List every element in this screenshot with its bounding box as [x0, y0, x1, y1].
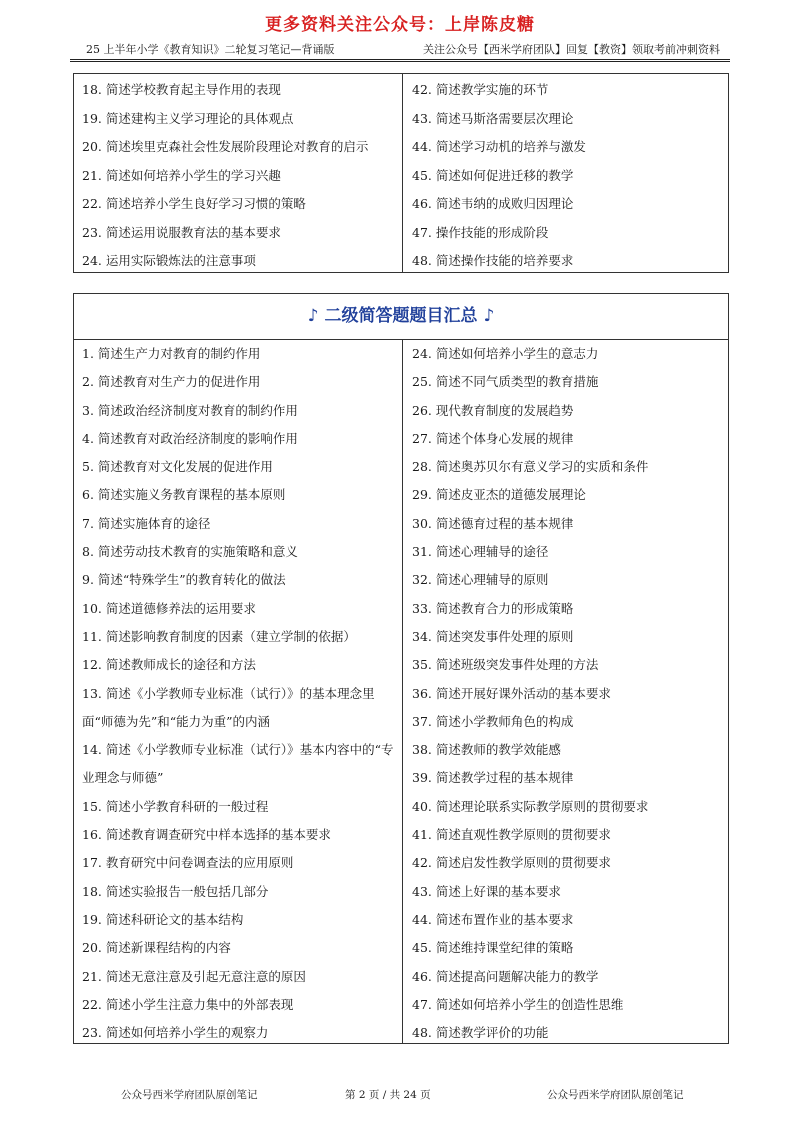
promo-banner: 更多资料关注公众号：上岸陈皮糖	[265, 15, 535, 35]
list-item: 45. 简述维持课堂纪律的策略	[412, 940, 574, 956]
level2-question-table	[73, 293, 729, 1044]
list-item: 2. 简述教育对生产力的促进作用	[82, 374, 261, 390]
list-item: 44. 简述布置作业的基本要求	[412, 911, 574, 927]
left-column	[82, 76, 400, 276]
list-item: 21. 简述如何培养小学生的学习兴趣	[82, 167, 281, 183]
section-title-text: 二级简答题题目汇总	[324, 306, 478, 326]
right-column	[412, 76, 724, 276]
header-rule-secondary	[70, 61, 730, 62]
list-item: 40. 简述理论联系实际教学原则的贯彻要求	[412, 798, 649, 814]
list-item: 23. 简述如何培养小学生的观察力	[82, 1025, 269, 1041]
list-item: 47. 操作技能的形成阶段	[412, 224, 549, 240]
list-item: 24. 简述如何培养小学生的意志力	[412, 346, 599, 361]
list-item: 18. 简述实验报告一般包括几部分	[82, 883, 269, 899]
list-item: 36. 简述开展好课外活动的基本要求	[412, 685, 611, 701]
section-title	[74, 294, 728, 340]
list-item: 7. 简述实施体育的途径	[82, 515, 211, 531]
question-table-continued	[73, 73, 729, 273]
list-item: 45. 简述如何促进迁移的教学	[412, 167, 574, 183]
list-item: 46. 简述韦纳的成败归因理论	[412, 196, 574, 211]
list-item: 16. 简述教育调查研究中样本选择的基本要求	[82, 827, 331, 843]
header-note: 关注公众号【西米学府团队】回复【教资】领取考前冲刺资料	[423, 43, 720, 56]
list-item: 43. 简述上好课的基本要求	[412, 883, 561, 899]
list-item: 24. 运用实际锻炼法的注意事项	[82, 253, 256, 268]
list-item: 8. 简述劳动技术教育的实施策略和意义	[82, 544, 298, 560]
list-item: 27. 简述个体身心发展的规律	[412, 430, 574, 446]
right-column	[412, 340, 724, 1047]
page-number: 第 2 页 / 共 24 页	[345, 1089, 431, 1101]
list-item: 32. 简述心理辅导的原则	[412, 572, 549, 588]
list-item: 34. 简述突发事件处理的原则	[412, 628, 574, 644]
list-item: 42. 简述启发性教学原则的贯彻要求	[412, 855, 611, 871]
list-item: 13. 简述《小学教师专业标准（试行）》的基本理念里面“师德为先”和“能力为重”的内涵	[82, 685, 375, 729]
list-item: 30. 简述德育过程的基本规律	[412, 515, 574, 531]
list-item: 48. 简述教学评价的功能	[412, 1025, 549, 1041]
footer-left-note: 公众号西米学府团队原创笔记	[121, 1089, 258, 1101]
list-item: 9. 简述“特殊学生”的教育转化的做法	[82, 572, 286, 588]
list-item: 39. 简述教学过程的基本规律	[412, 770, 574, 786]
list-item: 4. 简述教育对政治经济制度的影响作用	[82, 430, 298, 446]
list-item: 14. 简述《小学教师专业标准（试行）》基本内容中的“专业理念与师德”	[82, 742, 394, 786]
column-divider	[402, 339, 403, 1043]
list-item: 25. 简述不同气质类型的教育措施	[412, 374, 599, 390]
list-item: 20. 简述新课程结构的内容	[82, 940, 231, 956]
list-item: 46. 简述提高问题解决能力的教学	[412, 968, 599, 984]
header-rule	[70, 59, 730, 60]
list-item: 31. 简述心理辅导的途径	[412, 544, 549, 560]
music-note-icon: ♪	[307, 306, 319, 326]
list-item: 22. 简述培养小学生良好学习习惯的策略	[82, 196, 306, 211]
list-item: 6. 简述实施义务教育课程的基本原则	[82, 487, 286, 503]
list-item: 1. 简述生产力对教育的制约作用	[82, 346, 261, 361]
list-item: 18. 简述学校教育起主导作用的表现	[82, 82, 281, 97]
list-item: 29. 简述皮亚杰的道德发展理论	[412, 487, 586, 503]
list-item: 43. 简述马斯洛需要层次理论	[412, 110, 574, 126]
list-item: 15. 简述小学教育科研的一般过程	[82, 798, 269, 814]
left-column	[82, 340, 400, 1047]
list-item: 35. 简述班级突发事件处理的方法	[412, 657, 599, 673]
header-doc-title: 25 上半年小学《教育知识》二轮复习笔记—背诵版	[86, 43, 335, 56]
list-item: 44. 简述学习动机的培养与激发	[412, 139, 586, 154]
list-item: 22. 简述小学生注意力集中的外部表现	[82, 996, 294, 1012]
list-item: 19. 简述建构主义学习理论的具体观点	[82, 110, 294, 126]
list-item: 38. 简述教师的教学效能感	[412, 742, 561, 758]
list-item: 33. 简述教育合力的形成策略	[412, 600, 574, 616]
list-item: 47. 简述如何培养小学生的创造性思维	[412, 996, 624, 1012]
music-note-icon: ♪	[483, 306, 495, 326]
list-item: 48. 简述操作技能的培养要求	[412, 253, 574, 268]
column-divider	[402, 74, 403, 272]
list-item: 5. 简述教育对文化发展的促进作用	[82, 459, 273, 475]
list-item: 12. 简述教师成长的途径和方法	[82, 657, 256, 673]
list-item: 42. 简述教学实施的环节	[412, 82, 549, 97]
list-item: 3. 简述政治经济制度对教育的制约作用	[82, 402, 298, 418]
list-item: 21. 简述无意注意及引起无意注意的原因	[82, 968, 306, 984]
list-item: 23. 简述运用说服教育法的基本要求	[82, 224, 281, 240]
footer-right-note: 公众号西米学府团队原创笔记	[547, 1089, 684, 1101]
list-item: 26. 现代教育制度的发展趋势	[412, 402, 574, 418]
list-item: 37. 简述小学教师角色的构成	[412, 713, 574, 729]
list-item: 10. 简述道德修养法的运用要求	[82, 600, 256, 616]
list-item: 28. 简述奥苏贝尔有意义学习的实质和条件	[412, 459, 649, 475]
list-item: 11. 简述影响教育制度的因素（建立学制的依据）	[82, 628, 356, 644]
list-item: 17. 教育研究中问卷调查法的应用原则	[82, 855, 294, 871]
list-item: 20. 简述埃里克森社会性发展阶段理论对教育的启示	[82, 139, 369, 154]
list-item: 41. 简述直观性教学原则的贯彻要求	[412, 827, 611, 843]
list-item: 19. 简述科研论文的基本结构	[82, 911, 244, 927]
